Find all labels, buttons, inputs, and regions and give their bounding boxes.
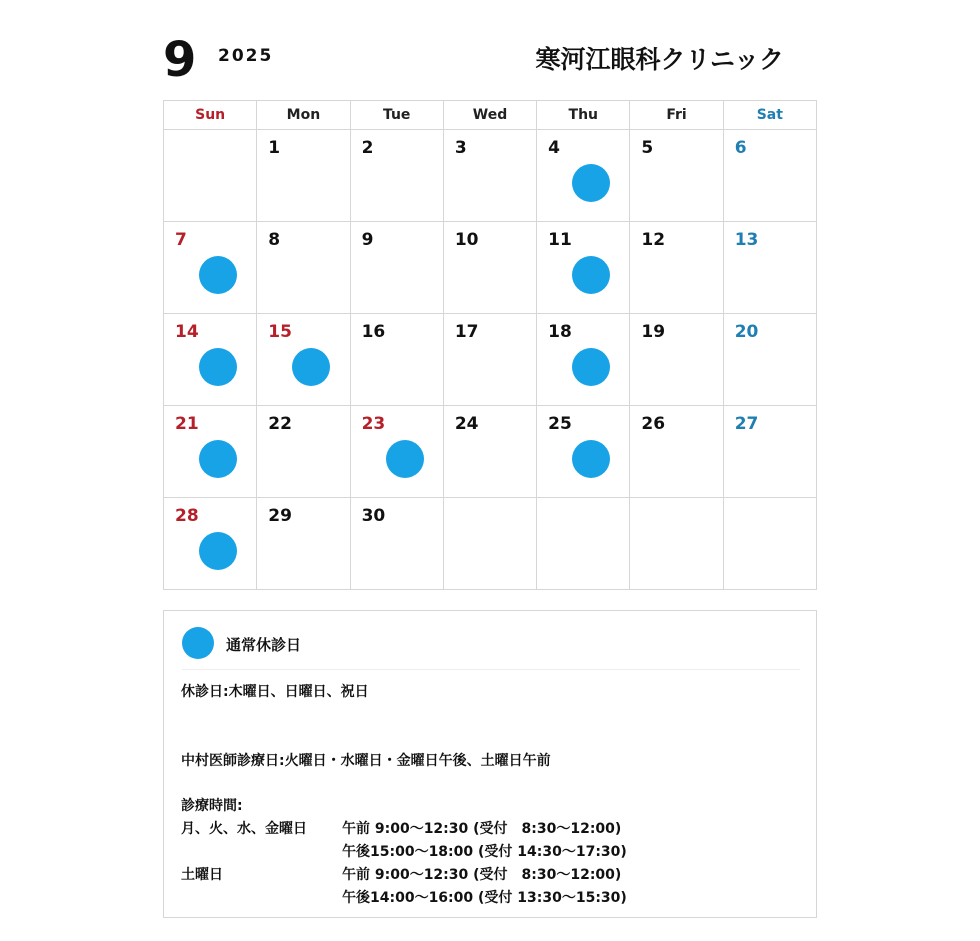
weekday-mon: Mon — [257, 101, 350, 130]
hours-title: 診療時間: — [181, 798, 243, 814]
day-number: 27 — [734, 414, 759, 434]
calendar-week-row — [164, 314, 817, 406]
calendar-day-cell — [443, 406, 536, 498]
calendar-week-row — [164, 498, 817, 590]
month-number: 9 — [163, 32, 197, 88]
doctor-schedule-info: 中村医師診療日:火曜日・水曜日・金曜日午後、土曜日午前 — [181, 753, 551, 769]
day-number: 4 — [548, 138, 560, 158]
calendar-week-row — [164, 406, 817, 498]
calendar-day-cell — [537, 222, 630, 314]
weekday-morning-hours: 午前 9:00〜12:30 (受付 8:30〜12:00) — [342, 821, 622, 837]
calendar-day-cell — [630, 406, 723, 498]
year: 2025 — [218, 46, 274, 66]
calendar-grid — [163, 100, 817, 590]
day-number: 8 — [268, 230, 281, 250]
calendar-day-cell — [257, 406, 350, 498]
legend-header — [182, 627, 800, 670]
closed-day-dot-icon — [182, 627, 214, 659]
calendar-day-cell — [723, 314, 816, 406]
day-number: 15 — [268, 322, 292, 342]
saturday-afternoon-hours: 午後14:00〜16:00 (受付 13:30〜15:30) — [342, 890, 627, 906]
day-number: 17 — [454, 322, 479, 342]
calendar-day-cell — [630, 222, 723, 314]
calendar-day-cell — [350, 130, 443, 222]
closed-day-dot-icon — [572, 440, 610, 478]
calendar-day-cell — [257, 222, 350, 314]
day-number: 22 — [268, 414, 292, 434]
closed-day-dot-icon — [199, 256, 237, 294]
weekday-fri: Fri — [630, 101, 723, 130]
closed-day-dot-icon — [199, 348, 237, 386]
day-number: 9 — [361, 230, 374, 250]
closed-day-dot-icon — [199, 440, 237, 478]
calendar-day-cell — [723, 222, 816, 314]
calendar-day-cell — [537, 314, 630, 406]
closed-day-dot-icon — [199, 532, 237, 570]
calendar-day-cell — [630, 130, 723, 222]
weekday-afternoon-hours: 午後15:00〜18:00 (受付 14:30〜17:30) — [342, 844, 627, 860]
day-number: 2 — [361, 138, 374, 158]
day-number: 6 — [734, 138, 747, 158]
calendar-day-cell — [537, 130, 630, 222]
weekday-sat: Sat — [723, 101, 816, 130]
calendar-day-cell — [443, 130, 536, 222]
day-number: 7 — [175, 230, 187, 250]
calendar-week-row — [164, 130, 817, 222]
calendar-day-cell — [350, 314, 443, 406]
weekday-thu: Thu — [537, 101, 630, 130]
closed-days-info: 休診日:木曜日、日曜日、祝日 — [181, 684, 369, 700]
day-number: 20 — [734, 322, 759, 342]
calendar-day-cell — [164, 406, 257, 498]
day-number: 13 — [734, 230, 759, 250]
saturday-morning-hours: 午前 9:00〜12:30 (受付 8:30〜12:00) — [342, 867, 622, 883]
weekday-hours-label: 月、火、水、金曜日 — [181, 821, 307, 837]
day-number: 1 — [268, 138, 281, 158]
day-number: 11 — [548, 230, 572, 250]
calendar-day-cell — [443, 314, 536, 406]
day-number: 18 — [548, 322, 572, 342]
legend-box — [163, 610, 817, 918]
closed-day-dot-icon — [572, 256, 610, 294]
calendar-day-cell — [723, 406, 816, 498]
calendar-day-cell — [350, 222, 443, 314]
calendar-day-cell — [723, 498, 816, 590]
day-number: 25 — [548, 414, 572, 434]
clinic-name: 寒河江眼科クリニック — [535, 45, 784, 74]
saturday-hours-label: 土曜日 — [181, 867, 223, 883]
weekday-tue: Tue — [350, 101, 443, 130]
calendar-day-cell — [723, 130, 816, 222]
calendar-day-cell — [443, 498, 536, 590]
day-number: 26 — [641, 414, 666, 434]
weekday-header-row — [164, 101, 817, 130]
day-number: 12 — [641, 230, 666, 250]
calendar-day-cell — [164, 498, 257, 590]
calendar-day-cell — [164, 130, 257, 222]
day-number: 21 — [175, 414, 199, 434]
calendar-day-cell — [164, 314, 257, 406]
calendar-day-cell — [537, 498, 630, 590]
day-number: 10 — [454, 230, 479, 250]
calendar-day-cell — [164, 222, 257, 314]
day-number: 5 — [641, 138, 654, 158]
closed-day-dot-icon — [572, 164, 610, 202]
day-number: 16 — [361, 322, 386, 342]
calendar-day-cell — [350, 498, 443, 590]
day-number: 29 — [268, 506, 292, 526]
closed-day-dot-icon — [292, 348, 330, 386]
calendar-day-cell — [630, 314, 723, 406]
closed-day-dot-icon — [572, 348, 610, 386]
day-number: 30 — [361, 506, 386, 526]
calendar-day-cell — [537, 406, 630, 498]
calendar-day-cell — [350, 406, 443, 498]
day-number: 24 — [454, 414, 479, 434]
calendar-day-cell — [257, 314, 350, 406]
calendar-day-cell — [257, 130, 350, 222]
day-number: 3 — [454, 138, 467, 158]
day-number: 23 — [361, 414, 386, 434]
day-number: 14 — [175, 322, 199, 342]
closed-day-legend-label: 通常休診日 — [226, 636, 302, 654]
day-number: 28 — [175, 506, 199, 526]
weekday-wed: Wed — [443, 101, 536, 130]
calendar-day-cell — [443, 222, 536, 314]
day-number: 19 — [641, 322, 666, 342]
calendar-day-cell — [630, 498, 723, 590]
weekday-sun: Sun — [164, 101, 257, 130]
calendar-day-cell — [257, 498, 350, 590]
closed-day-dot-icon — [386, 440, 424, 478]
calendar-week-row — [164, 222, 817, 314]
